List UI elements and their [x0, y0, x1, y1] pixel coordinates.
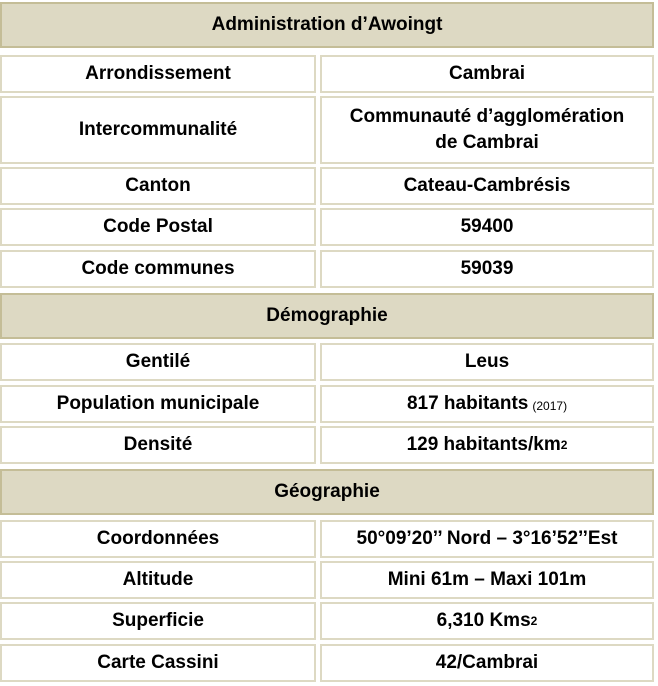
- row-value-population: [320, 385, 654, 423]
- value-text: 59400: [460, 216, 514, 237]
- row-label-gentile: [0, 343, 316, 381]
- value-text-line2: de Cambrai: [435, 132, 539, 153]
- row-label-coordonnees: [0, 520, 316, 558]
- label-text: Intercommunalité: [78, 119, 238, 140]
- section-header-demographie: [0, 293, 654, 339]
- value-text: 59039: [460, 258, 514, 279]
- label-text: Arrondissement: [85, 63, 231, 84]
- row-value-code-postal: [320, 208, 654, 246]
- value-text: Mini 61m – Maxi 101m: [387, 569, 587, 590]
- value-text: 817 habitants: [406, 393, 529, 414]
- label-text: Code Postal: [103, 216, 213, 237]
- label-text: Densité: [123, 434, 193, 455]
- row-value-densite: 129 habitants/km 2: [320, 426, 654, 464]
- row-label-population: [0, 385, 316, 423]
- section-header-geographie: [0, 469, 654, 515]
- section-header-administration: [0, 2, 654, 48]
- value-text: 6,310 Kms: [436, 610, 531, 631]
- row-value-canton: [320, 167, 654, 205]
- row-value-arrondissement: [320, 55, 654, 93]
- row-value-intercommunalite: [320, 96, 654, 164]
- label-text: Canton: [125, 175, 191, 196]
- value-text: Leus: [464, 351, 510, 372]
- row-value-gentile: [320, 343, 654, 381]
- label-text: Population municipale: [56, 393, 260, 414]
- value-text: 50°09’20’’ Nord – 3°16’52’’Est: [356, 528, 618, 549]
- label-text: Code communes: [81, 258, 235, 279]
- label-text: Superficie: [112, 610, 204, 631]
- row-value-altitude: [320, 561, 654, 599]
- label-text: Carte Cassini: [97, 652, 219, 673]
- section-title: Démographie: [266, 305, 388, 326]
- row-value-carte-cassini: [320, 644, 654, 682]
- row-label-carte-cassini: [0, 644, 316, 682]
- row-label-superficie: [0, 602, 316, 640]
- row-value-code-communes: [320, 250, 654, 288]
- value-text: Cambrai: [448, 63, 526, 84]
- row-label-altitude: [0, 561, 316, 599]
- row-label-canton: [0, 167, 316, 205]
- value-text-line1: Communauté d’agglomération: [349, 106, 625, 127]
- label-text: Altitude: [122, 569, 194, 590]
- value-text: 129 habitants/km: [406, 434, 561, 455]
- row-label-intercommunalite: [0, 96, 316, 164]
- value-text: Cateau-Cambrésis: [403, 175, 571, 196]
- label-text: Gentilé: [125, 351, 191, 372]
- row-label-arrondissement: [0, 55, 316, 93]
- label-text: Coordonnées: [96, 528, 220, 549]
- row-label-code-communes: [0, 250, 316, 288]
- row-value-coordonnees: [320, 520, 654, 558]
- section-title: Géographie: [274, 481, 380, 502]
- value-text: 42/Cambrai: [435, 652, 539, 673]
- row-value-superficie: 6,310 Kms 2: [320, 602, 654, 640]
- row-label-densite: [0, 426, 316, 464]
- section-title: Administration d’Awoingt: [211, 14, 443, 35]
- year-note: (2017): [532, 399, 568, 413]
- row-label-code-postal: [0, 208, 316, 246]
